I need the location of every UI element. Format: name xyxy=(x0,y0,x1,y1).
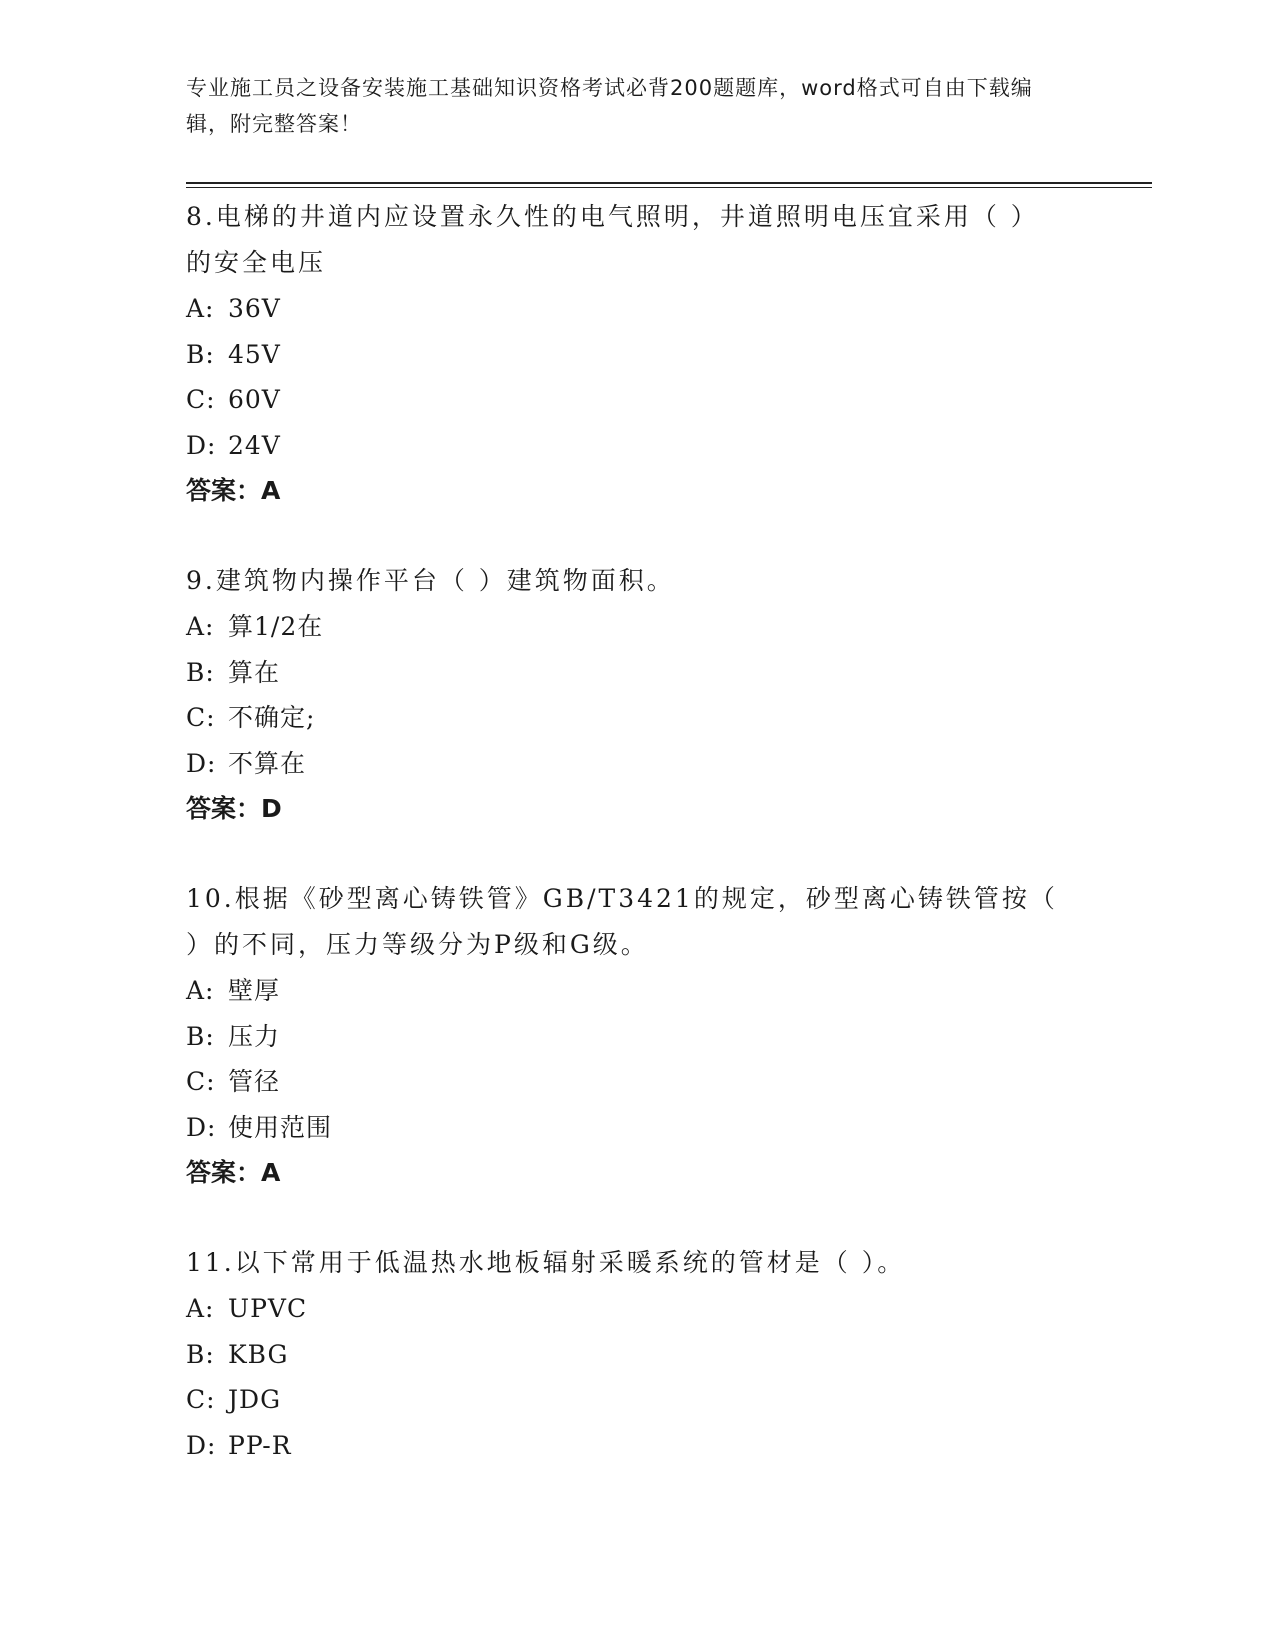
option-text: 不确定; xyxy=(228,703,316,732)
question-stem: 10.根据《砂型离心铸铁管》GB/T3421的规定，砂型离心铸铁管按（ ）的不同，压力等级分为P级和G级。 xyxy=(186,884,1058,959)
option-d xyxy=(186,1423,1152,1469)
spacer xyxy=(186,1195,1152,1240)
question-10 xyxy=(186,876,1152,1195)
option-letter: B: xyxy=(186,1339,215,1369)
option-d xyxy=(186,741,1152,787)
spacer xyxy=(186,831,1152,876)
option-text: 管径 xyxy=(228,1067,281,1096)
document-page xyxy=(186,70,1152,1468)
option-text: 压力 xyxy=(228,1021,281,1051)
option-text: 不算在 xyxy=(228,748,307,778)
option-letter: C: xyxy=(186,1385,216,1414)
option-d xyxy=(186,1105,1152,1151)
option-letter: D: xyxy=(186,1430,217,1460)
option-text: 45V xyxy=(228,339,281,369)
option-text: 算1/2在 xyxy=(228,612,324,641)
option-c xyxy=(186,1059,1152,1105)
option-text: PP-R xyxy=(228,1430,292,1460)
option-text: 36V xyxy=(228,294,281,323)
question-stem: 8.电梯的井道内应设置永久性的电气照明，井道照明电压宜采用（ ）的安全电压 xyxy=(186,202,1039,277)
option-letter: D: xyxy=(186,430,217,460)
option-b xyxy=(186,332,1152,378)
option-b xyxy=(186,1014,1152,1060)
divider-line-thick xyxy=(186,182,1152,184)
option-text: KBG xyxy=(228,1339,289,1369)
option-a xyxy=(186,1286,1152,1332)
option-letter: C: xyxy=(186,1067,216,1096)
option-a xyxy=(186,286,1152,332)
question-8 xyxy=(186,194,1152,513)
option-letter: B: xyxy=(186,1021,215,1051)
option-letter: D: xyxy=(186,748,217,778)
spacer xyxy=(186,513,1152,558)
question-stem: 11.以下常用于低温热水地板辐射采暖系统的管材是（ ）。 xyxy=(186,1248,906,1277)
header-divider xyxy=(186,182,1152,188)
option-letter: A: xyxy=(186,976,215,1005)
option-letter: A: xyxy=(186,1294,215,1323)
option-letter: A: xyxy=(186,612,215,641)
option-b xyxy=(186,1332,1152,1378)
option-letter: C: xyxy=(186,703,216,732)
question-stem: 9.建筑物内操作平台（ ）建筑物面积。 xyxy=(186,566,675,595)
option-letter: B: xyxy=(186,339,215,369)
option-c xyxy=(186,377,1152,423)
option-letter: B: xyxy=(186,657,215,687)
option-text: 24V xyxy=(228,430,281,460)
answer-line: 答案：D xyxy=(186,794,282,823)
option-letter: A: xyxy=(186,294,215,323)
option-c xyxy=(186,695,1152,741)
option-text: 算在 xyxy=(228,657,281,687)
option-b xyxy=(186,650,1152,696)
question-9 xyxy=(186,558,1152,831)
option-text: 60V xyxy=(228,385,281,414)
option-text: 壁厚 xyxy=(228,976,281,1005)
document-header: 专业施工员之设备安装施工基础知识资格考试必背200题题库，word格式可自由下载编辑，附完整答案！ xyxy=(186,76,1033,136)
option-d xyxy=(186,423,1152,469)
answer-line: 答案：A xyxy=(186,476,281,505)
option-a xyxy=(186,604,1152,650)
option-text: 使用范围 xyxy=(228,1112,333,1142)
option-text: UPVC xyxy=(228,1294,308,1323)
option-a xyxy=(186,968,1152,1014)
option-text: JDG xyxy=(228,1385,282,1414)
option-letter: D: xyxy=(186,1112,217,1142)
answer-line: 答案：A xyxy=(186,1158,281,1187)
option-c xyxy=(186,1377,1152,1423)
question-11 xyxy=(186,1240,1152,1468)
option-letter: C: xyxy=(186,385,216,414)
divider-line-thin xyxy=(186,187,1152,188)
